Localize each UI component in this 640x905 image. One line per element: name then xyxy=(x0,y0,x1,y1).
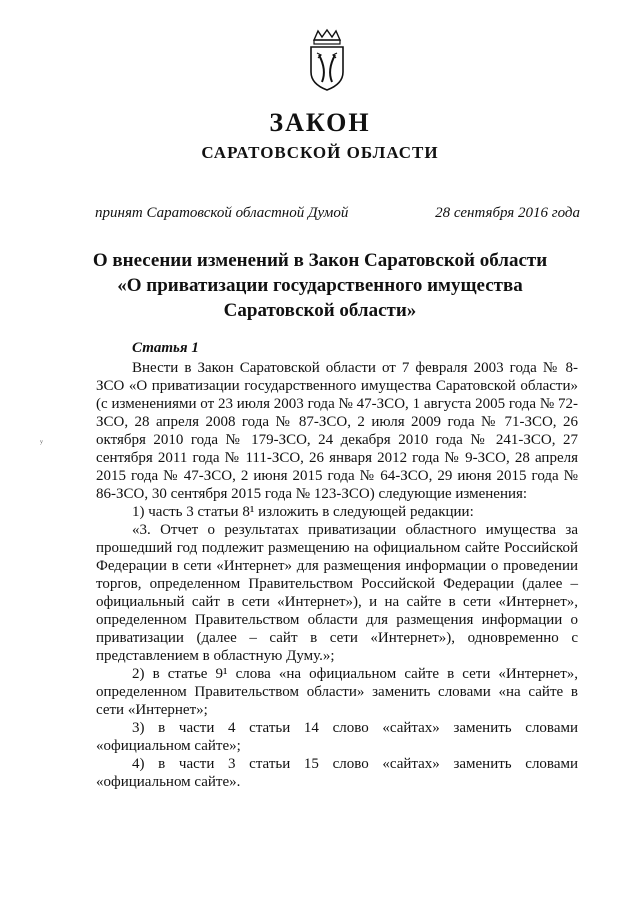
law-header-region: САРАТОВСКОЙ ОБЛАСТИ xyxy=(201,143,439,162)
law-header-title: ЗАКОН xyxy=(269,108,371,137)
article-paragraph-4: 2) в статье 9¹ слова «на официальном сайте в сети «Интернет», определенном Правительством области» заменить словами «на сайте в сети «Интернет»; xyxy=(96,666,578,718)
article-paragraph-3: «3. Отчет о результатах приватизации областного имущества за прошедший год подлежит размещению на официальном сайте Российской Федерации в сети «Интернет» для размещения информации о проведении торгов, определенном Правительством Российской Федерации (далее – официальный сайт в сети «Интернет»), и на сайте в сети «Интернет», определенном Правительством области для размещения информации о приватизации (далее – сайт в сети «Интернет»), одновременно с представлением в областную Думу.»; xyxy=(96,522,578,664)
article-paragraph-5: 3) в части 4 статьи 14 слово «сайтах» заменить словами «официальном сайте»; xyxy=(96,720,578,754)
adopted-by-text: принят Саратовской областной Думой xyxy=(95,205,349,221)
law-title-line-1: О внесении изменений в Закон Саратовской области xyxy=(92,250,548,271)
article-paragraph-1: Внести в Закон Саратовской области от 7 февраля 2003 года № 8-ЗСО «О приватизации государственного имущества Саратовской области» (с изменениями от 23 июля 2003 года № 47-ЗСО, 1 августа 2005 года № 72-ЗСО, 28 апреля 2008 года № 87-ЗСО, 2 июля 2009 года № 71-ЗСО, 26 октября 2010 года № 179-ЗСО, 24 декабря 2010 года № 241-ЗСО, 27 сентября 2011 года № 111-ЗСО, 26 января 2012 года № 9-ЗСО, 28 апреля 2015 года № 47-ЗСО, 2 июня 2015 года № 64-ЗСО, 29 июня 2015 года № 86-ЗСО, 30 сентября 2015 года № 123-ЗСО) следующие изменения: xyxy=(96,360,578,502)
article-paragraph-6: 4) в части 3 статьи 15 слово «сайтах» заменить словами «официальном сайте». xyxy=(96,756,578,790)
law-title-line-2: «О приватизации государственного имущества xyxy=(117,275,523,296)
law-title xyxy=(0,248,640,323)
article-body xyxy=(96,359,578,791)
law-title-line-3: Саратовской области» xyxy=(223,300,417,321)
margin-mark: ʸ xyxy=(40,438,43,449)
article-paragraph-2: 1) часть 3 статьи 8¹ изложить в следующей редакции: xyxy=(132,504,474,520)
saratov-coat-of-arms-icon xyxy=(306,28,348,92)
adoption-date: 28 сентября 2016 года xyxy=(435,205,580,221)
article-heading: Статья 1 xyxy=(132,340,199,356)
